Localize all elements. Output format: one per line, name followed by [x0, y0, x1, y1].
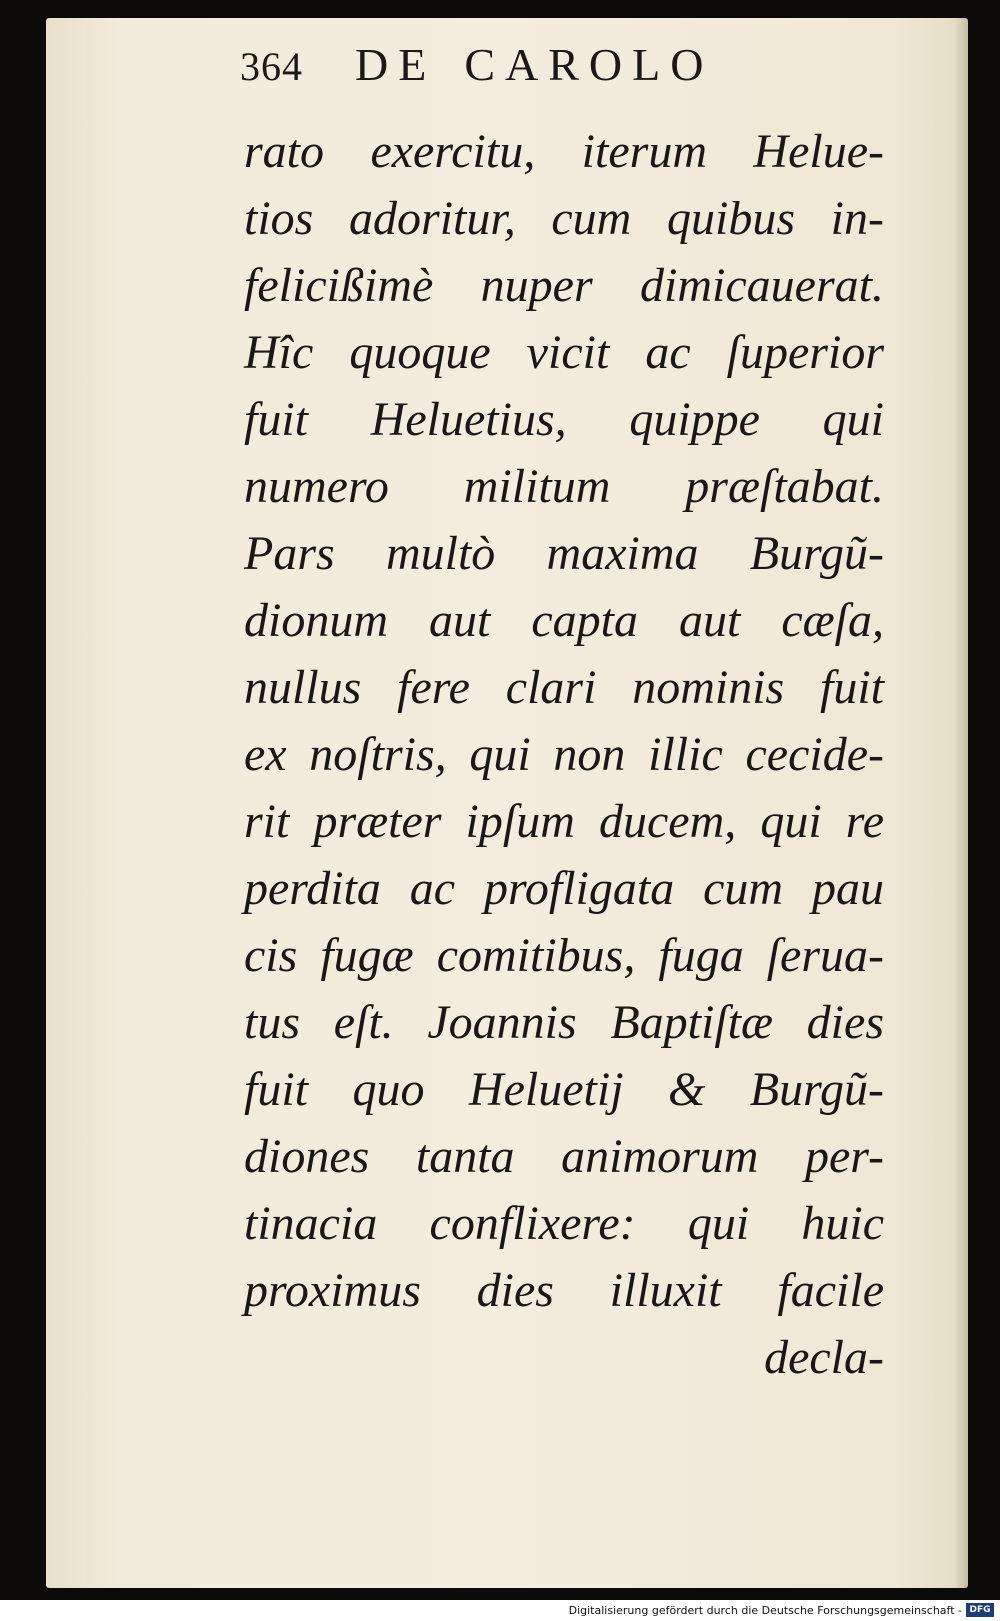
text-line: fuit quo Heluetij & Burgũ- — [244, 1063, 884, 1116]
text-line: tus eſt. Joannis Baptiſtæ dies — [244, 996, 884, 1049]
text-line: tios adoritur, cum quibus in- — [244, 192, 884, 245]
text-line: proximus dies illuxit facile — [244, 1264, 884, 1317]
body-text — [244, 118, 884, 1391]
text-line: perdita ac profligata cum pau — [244, 862, 884, 915]
page-header — [240, 38, 713, 108]
text-line: rato exercitu, iterum Helue- — [244, 125, 884, 178]
text-line: nullus fere clari nominis fuit — [244, 661, 884, 714]
running-head-word-1: DE — [355, 39, 437, 90]
running-head-word-2: CAROLO — [464, 39, 714, 90]
text-line: felicißimè nuper dimicauerat. — [244, 259, 884, 312]
catchword: decla- — [764, 1331, 884, 1384]
text-line: dionum aut capta aut cæſa, — [244, 594, 884, 647]
text-line: Hîc quoque vicit ac ſuperior — [244, 326, 884, 379]
footer-credit: Digitalisierung gefördert durch die Deutsche Forschungsgemeinschaft - — [568, 1604, 962, 1617]
running-head — [355, 38, 713, 91]
text-line: cis fugæ comitibus, fuga ſerua- — [244, 929, 884, 982]
text-line: Pars multò maxima Burgũ- — [244, 527, 884, 580]
text-line: diones tanta animorum per- — [244, 1130, 884, 1183]
dfg-logo: DFG — [966, 1603, 994, 1617]
text-line: numero militum præſtabat. — [244, 460, 884, 513]
text-line: ex noſtris, qui non illic cecide- — [244, 728, 884, 781]
digitization-footer — [0, 1600, 1000, 1621]
page-edge-shadow — [954, 18, 968, 1588]
text-line: tinacia conflixere: qui huic — [244, 1197, 884, 1250]
text-line: rit præter ipſum ducem, qui re — [244, 795, 884, 848]
text-line: fuit Heluetius, quippe qui — [244, 393, 884, 446]
page-number: 364 — [240, 44, 303, 89]
